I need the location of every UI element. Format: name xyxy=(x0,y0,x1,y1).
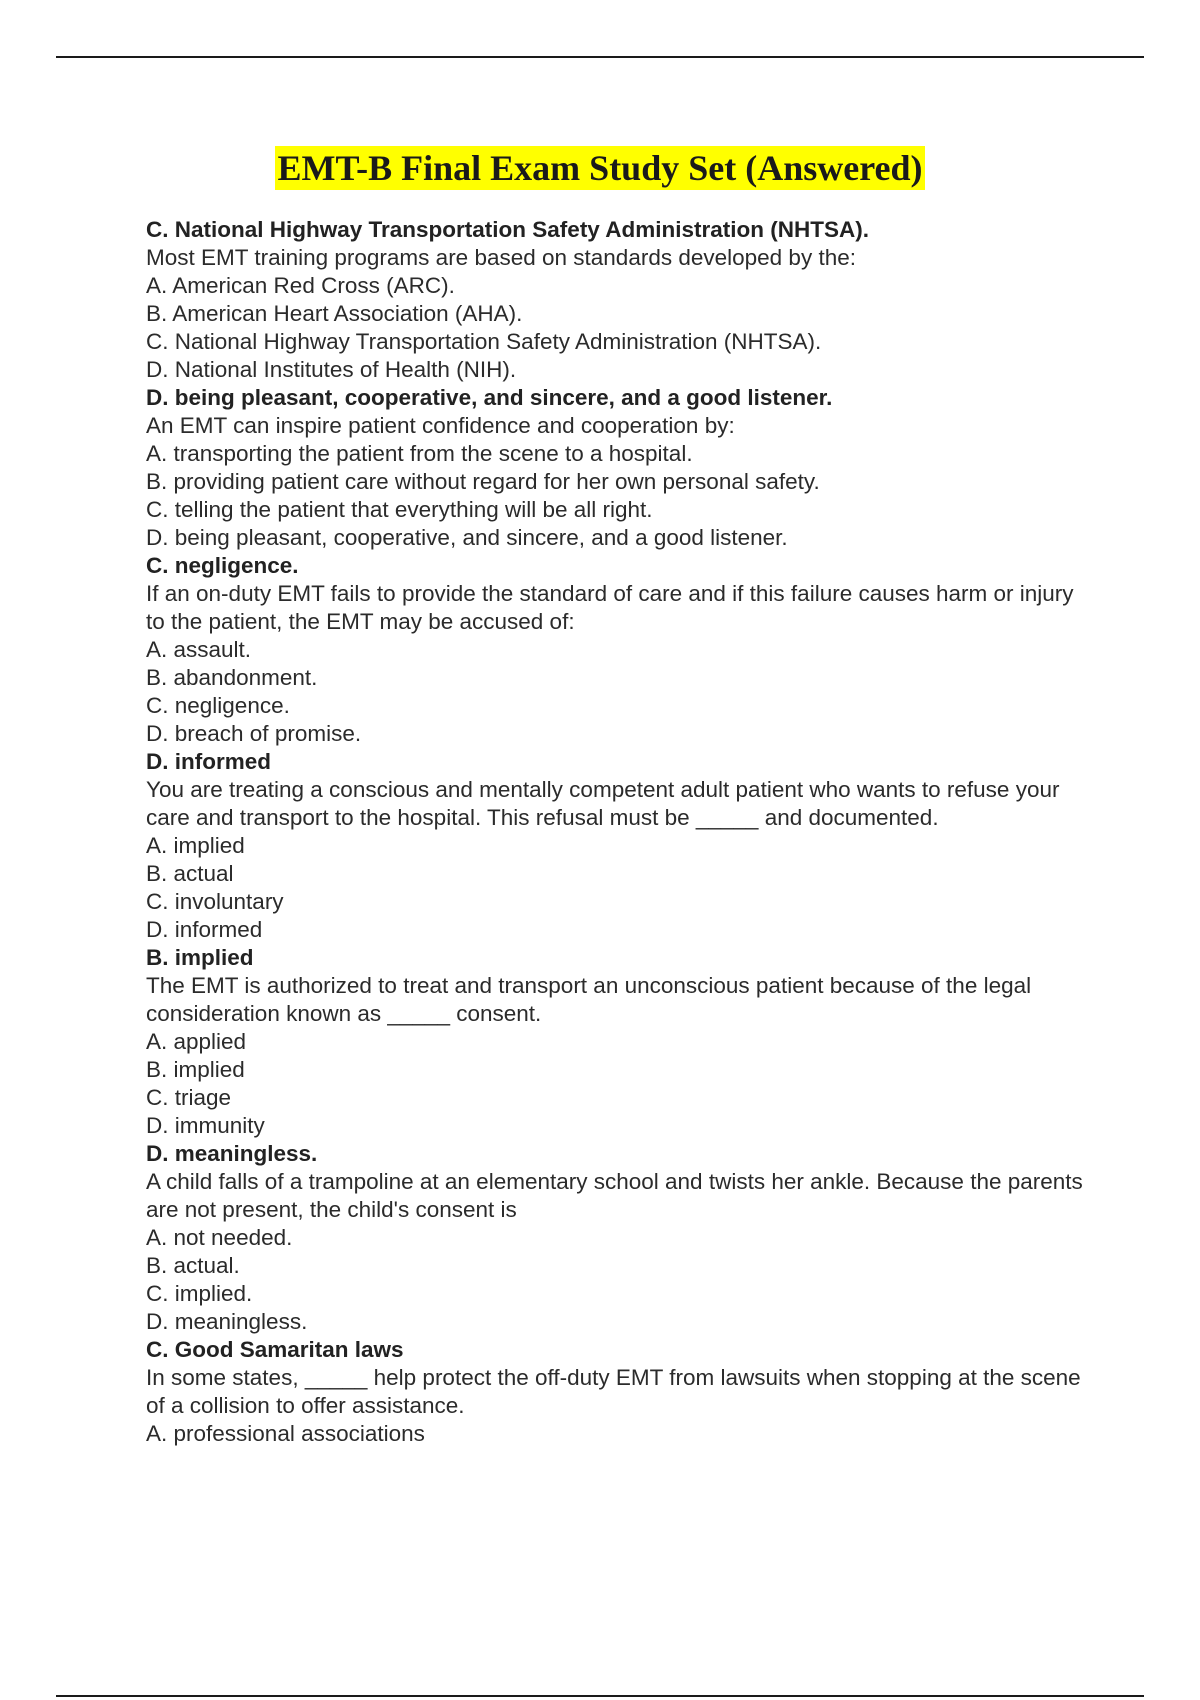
option-text: A. American Red Cross (ARC). xyxy=(146,273,455,298)
option-text: C. National Highway Transportation Safety Administration (NHTSA). xyxy=(146,329,822,354)
document-title: EMT-B Final Exam Study Set (Answered) xyxy=(277,148,923,188)
qa-block xyxy=(146,748,1086,944)
answer-text: C. National Highway Transportation Safety Administration (NHTSA). xyxy=(146,217,869,242)
qa-block xyxy=(146,384,1086,552)
option-text: D. breach of promise. xyxy=(146,721,362,746)
option-text: B. implied xyxy=(146,1057,245,1082)
page-top-rule xyxy=(56,56,1144,58)
qa-block xyxy=(146,552,1086,748)
option-text: B. providing patient care without regard for her own personal safety. xyxy=(146,469,820,494)
option-text: A. assault. xyxy=(146,637,252,662)
option-text: D. meaningless. xyxy=(146,1309,308,1334)
qa-block xyxy=(146,944,1086,1140)
option-text: C. involuntary xyxy=(146,889,284,914)
option-text: B. American Heart Association (AHA). xyxy=(146,301,523,326)
option-text: C. implied. xyxy=(146,1281,253,1306)
page-bottom-rule xyxy=(56,1695,1144,1697)
option-text: C. telling the patient that everything will be all right. xyxy=(146,497,653,522)
answer-text: B. implied xyxy=(146,945,254,970)
question-text: You are treating a conscious and mentally competent adult patient who wants to refuse your care and transport to the hospital. This refusal must be _____ and documented. xyxy=(146,777,1060,830)
qa-block xyxy=(146,216,1086,384)
question-text: If an on-duty EMT fails to provide the standard of care and if this failure causes harm or injury to the patient, the EMT may be accused of: xyxy=(146,581,1074,634)
question-text: A child falls of a trampoline at an elementary school and twists her ankle. Because the parents are not present, the child's consent is xyxy=(146,1169,1083,1222)
answer-text: C. Good Samaritan laws xyxy=(146,1337,404,1362)
option-text: D. immunity xyxy=(146,1113,265,1138)
question-text: Most EMT training programs are based on standards developed by the: xyxy=(146,245,856,270)
option-text: B. abandonment. xyxy=(146,665,318,690)
option-text: B. actual xyxy=(146,861,234,886)
option-text: A. not needed. xyxy=(146,1225,293,1250)
answer-text: D. being pleasant, cooperative, and sincere, and a good listener. xyxy=(146,385,833,410)
question-text: In some states, _____ help protect the off-duty EMT from lawsuits when stopping at the scene of a collision to offer assistance. xyxy=(146,1365,1081,1418)
option-text: A. professional associations xyxy=(146,1421,425,1446)
option-text: D. National Institutes of Health (NIH). xyxy=(146,357,517,382)
option-text: A. implied xyxy=(146,833,245,858)
document-body xyxy=(146,216,1086,1448)
qa-block xyxy=(146,1140,1086,1336)
question-text: An EMT can inspire patient confidence and cooperation by: xyxy=(146,413,735,438)
option-text: A. transporting the patient from the scene to a hospital. xyxy=(146,441,693,466)
answer-text: D. informed xyxy=(146,749,272,774)
title-container xyxy=(0,146,1200,190)
option-text: D. being pleasant, cooperative, and sincere, and a good listener. xyxy=(146,525,788,550)
qa-block xyxy=(146,1336,1086,1448)
answer-text: D. meaningless. xyxy=(146,1141,318,1166)
option-text: C. negligence. xyxy=(146,693,290,718)
option-text: A. applied xyxy=(146,1029,247,1054)
question-text: The EMT is authorized to treat and transport an unconscious patient because of the legal consideration known as _____ consent. xyxy=(146,973,1032,1026)
option-text: C. triage xyxy=(146,1085,232,1110)
answer-text: C. negligence. xyxy=(146,553,299,578)
option-text: B. actual. xyxy=(146,1253,240,1278)
option-text: D. informed xyxy=(146,917,263,942)
